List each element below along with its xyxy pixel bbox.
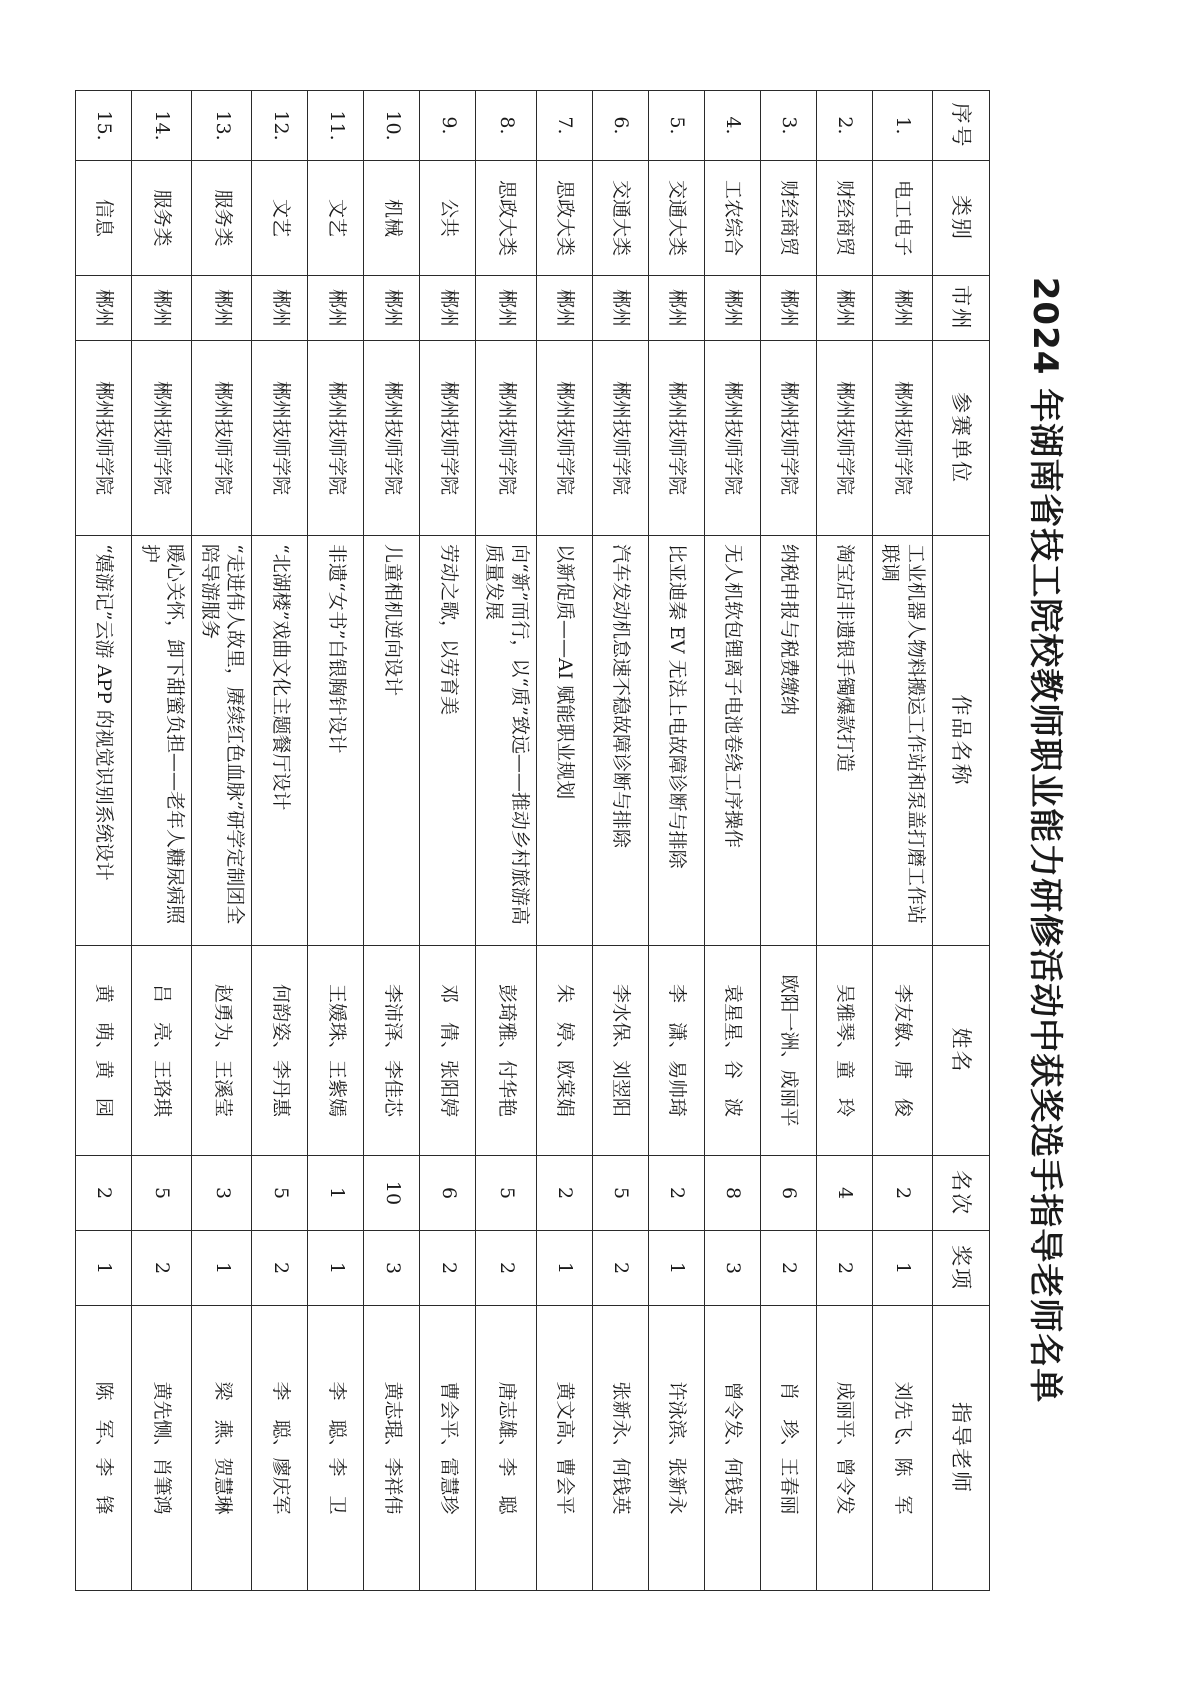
- table-row: [704, 91, 760, 1591]
- cell-work: 向“新”而行，以“质”致远——推动乡村旅游高质量发展: [476, 536, 536, 946]
- cell-award: 2: [252, 1231, 308, 1306]
- cell-rank: 2: [872, 1156, 932, 1231]
- cell-award: 1: [872, 1231, 932, 1306]
- cell-award: 2: [131, 1231, 191, 1306]
- cell-names: 欧阳一洲、成丽平: [760, 946, 816, 1156]
- header-city: 市州: [933, 276, 990, 341]
- cell-award: 1: [192, 1231, 252, 1306]
- cell-category: 交通大类: [648, 161, 704, 276]
- cell-rank: 5: [252, 1156, 308, 1231]
- cell-category: 电工电子: [872, 161, 932, 276]
- table-row: [816, 91, 872, 1591]
- cell-work: 淘宝店非遗银手镯爆款打造: [816, 536, 872, 946]
- table-row: [536, 91, 592, 1591]
- table-row: [252, 91, 308, 1591]
- cell-unit: 郴州技师学院: [536, 341, 592, 536]
- cell-names: 朱 婷、欧棠娟: [536, 946, 592, 1156]
- cell-no: 7.: [536, 91, 592, 161]
- cell-city: 郴州: [704, 276, 760, 341]
- cell-city: 郴州: [872, 276, 932, 341]
- cell-rank: 5: [592, 1156, 648, 1231]
- cell-rank: 6: [760, 1156, 816, 1231]
- cell-no: 9.: [420, 91, 476, 161]
- table-row: [592, 91, 648, 1591]
- header-category: 类别: [933, 161, 990, 276]
- cell-category: 财经商贸: [816, 161, 872, 276]
- cell-no: 10.: [364, 91, 420, 161]
- cell-category: 思政大类: [536, 161, 592, 276]
- cell-award: 3: [364, 1231, 420, 1306]
- cell-category: 文艺: [308, 161, 364, 276]
- cell-unit: 郴州技师学院: [476, 341, 536, 536]
- cell-unit: 郴州技师学院: [648, 341, 704, 536]
- cell-teachers: 陈 军、李 锋: [75, 1306, 131, 1591]
- cell-teachers: 黄志琨、李祥伟: [364, 1306, 420, 1591]
- cell-unit: 郴州技师学院: [192, 341, 252, 536]
- cell-names: 袁星星、谷 波: [704, 946, 760, 1156]
- cell-rank: 4: [816, 1156, 872, 1231]
- cell-unit: 郴州技师学院: [760, 341, 816, 536]
- cell-category: 财经商贸: [760, 161, 816, 276]
- cell-category: 信息: [75, 161, 131, 276]
- cell-no: 11.: [308, 91, 364, 161]
- cell-names: 李友敏、唐 俊: [872, 946, 932, 1156]
- header-unit: 参赛单位: [933, 341, 990, 536]
- cell-no: 3.: [760, 91, 816, 161]
- cell-no: 6.: [592, 91, 648, 161]
- cell-city: 郴州: [131, 276, 191, 341]
- cell-no: 14.: [131, 91, 191, 161]
- cell-city: 郴州: [816, 276, 872, 341]
- cell-names: 李沛泽、李佳芯: [364, 946, 420, 1156]
- cell-work: 比亚迪秦 EV 无法上电故障诊断与排除: [648, 536, 704, 946]
- cell-unit: 郴州技师学院: [704, 341, 760, 536]
- header-teachers: 指导老师: [933, 1306, 990, 1591]
- cell-teachers: 曹会平、雷慧珍: [420, 1306, 476, 1591]
- cell-no: 1.: [872, 91, 932, 161]
- cell-teachers: 刘先飞、陈 军: [872, 1306, 932, 1591]
- cell-work: 暖心关怀，卸下甜蜜负担——老年人糖尿病照护: [131, 536, 191, 946]
- table-row: [648, 91, 704, 1591]
- table-body: [75, 91, 932, 1591]
- cell-names: 何韵姿、李丹惠: [252, 946, 308, 1156]
- cell-no: 4.: [704, 91, 760, 161]
- table-row: [75, 91, 131, 1591]
- award-table: [75, 90, 990, 1591]
- table-row: [420, 91, 476, 1591]
- cell-work: “嬉游记”云游 APP 的视觉识别系统设计: [75, 536, 131, 946]
- cell-no: 13.: [192, 91, 252, 161]
- cell-no: 8.: [476, 91, 536, 161]
- cell-teachers: 成丽平、曾令发: [816, 1306, 872, 1591]
- cell-city: 郴州: [364, 276, 420, 341]
- cell-category: 服务类: [131, 161, 191, 276]
- cell-unit: 郴州技师学院: [364, 341, 420, 536]
- cell-names: 李 潇、易帅琦: [648, 946, 704, 1156]
- table-row: [131, 91, 191, 1591]
- header-work: 作品名称: [933, 536, 990, 946]
- cell-category: 文艺: [252, 161, 308, 276]
- cell-category: 工农综合: [704, 161, 760, 276]
- cell-category: 机械: [364, 161, 420, 276]
- cell-category: 交通大类: [592, 161, 648, 276]
- table-row: [476, 91, 536, 1591]
- header-award: 奖项: [933, 1231, 990, 1306]
- cell-award: 2: [760, 1231, 816, 1306]
- cell-no: 5.: [648, 91, 704, 161]
- cell-teachers: 黄文高、曹会平: [536, 1306, 592, 1591]
- cell-award: 1: [308, 1231, 364, 1306]
- header-names: 姓名: [933, 946, 990, 1156]
- cell-unit: 郴州技师学院: [252, 341, 308, 536]
- cell-teachers: 曾令发、何钱英: [704, 1306, 760, 1591]
- cell-city: 郴州: [252, 276, 308, 341]
- cell-work: 纳税申报与税费缴纳: [760, 536, 816, 946]
- cell-teachers: 肖 珍、王春丽: [760, 1306, 816, 1591]
- cell-work: “北湖楼”戏曲文化主题餐厅设计: [252, 536, 308, 946]
- cell-no: 12.: [252, 91, 308, 161]
- cell-rank: 5: [131, 1156, 191, 1231]
- header-rank: 名次: [933, 1156, 990, 1231]
- cell-work: 工业机器人物料搬运工作站和泵盖打磨工作站联调: [872, 536, 932, 946]
- cell-unit: 郴州技师学院: [131, 341, 191, 536]
- table-row: [760, 91, 816, 1591]
- cell-no: 15.: [75, 91, 131, 161]
- document-title: 2024 年湖南省技工院校教师职业能力研修活动中获奖选手指导老师名单: [1025, 276, 1065, 1404]
- cell-rank: 1: [308, 1156, 364, 1231]
- table-row: [872, 91, 932, 1591]
- cell-work: 儿童相机逆向设计: [364, 536, 420, 946]
- table-row: [364, 91, 420, 1591]
- cell-city: 郴州: [536, 276, 592, 341]
- cell-unit: 郴州技师学院: [75, 341, 131, 536]
- cell-unit: 郴州技师学院: [592, 341, 648, 536]
- table-header-row: [933, 91, 990, 1591]
- cell-award: 3: [704, 1231, 760, 1306]
- cell-teachers: 唐志雄、李 聪: [476, 1306, 536, 1591]
- cell-rank: 2: [536, 1156, 592, 1231]
- cell-award: 1: [75, 1231, 131, 1306]
- cell-names: 王媛珠、王紫嫣: [308, 946, 364, 1156]
- cell-no: 2.: [816, 91, 872, 161]
- cell-rank: 6: [420, 1156, 476, 1231]
- cell-rank: 5: [476, 1156, 536, 1231]
- cell-city: 郴州: [192, 276, 252, 341]
- cell-teachers: 李 聪、廖庆军: [252, 1306, 308, 1591]
- cell-category: 思政大类: [476, 161, 536, 276]
- cell-names: 吴雅琴、童 玲: [816, 946, 872, 1156]
- cell-award: 1: [536, 1231, 592, 1306]
- cell-teachers: 许泳滨、张新永: [648, 1306, 704, 1591]
- cell-award: 2: [816, 1231, 872, 1306]
- cell-names: 黄 萌、黄 园: [75, 946, 131, 1156]
- cell-names: 吕 亮、王珞琪: [131, 946, 191, 1156]
- cell-work: 无人机软包锂离子电池卷绕工序操作: [704, 536, 760, 946]
- cell-city: 郴州: [420, 276, 476, 341]
- cell-rank: 8: [704, 1156, 760, 1231]
- table-row: [192, 91, 252, 1591]
- cell-rank: 10: [364, 1156, 420, 1231]
- cell-work: 劳动之歌，以劳育美: [420, 536, 476, 946]
- cell-unit: 郴州技师学院: [816, 341, 872, 536]
- cell-city: 郴州: [760, 276, 816, 341]
- cell-work: 非遗“女书”白银胸针设计: [308, 536, 364, 946]
- cell-award: 2: [476, 1231, 536, 1306]
- cell-city: 郴州: [592, 276, 648, 341]
- cell-teachers: 张新永、何钱英: [592, 1306, 648, 1591]
- cell-names: 赵勇为、王溪莹: [192, 946, 252, 1156]
- cell-category: 服务类: [192, 161, 252, 276]
- cell-award: 2: [592, 1231, 648, 1306]
- header-no: 序号: [933, 91, 990, 161]
- cell-rank: 2: [75, 1156, 131, 1231]
- cell-award: 2: [420, 1231, 476, 1306]
- cell-teachers: 黄先恻、肖筆鸿: [131, 1306, 191, 1591]
- cell-unit: 郴州技师学院: [420, 341, 476, 536]
- cell-work: “走进伟人故里，赓续红色血脉”研学定制团全陪导游服务: [192, 536, 252, 946]
- cell-rank: 3: [192, 1156, 252, 1231]
- cell-city: 郴州: [476, 276, 536, 341]
- cell-teachers: 梁 燕、贺慧琳: [192, 1306, 252, 1591]
- cell-city: 郴州: [648, 276, 704, 341]
- cell-teachers: 李 聪、李 卫: [308, 1306, 364, 1591]
- cell-names: 邓 倩、张阳婷: [420, 946, 476, 1156]
- cell-rank: 2: [648, 1156, 704, 1231]
- cell-unit: 郴州技师学院: [308, 341, 364, 536]
- cell-city: 郴州: [308, 276, 364, 341]
- cell-award: 1: [648, 1231, 704, 1306]
- cell-names: 彭琦雅、付华艳: [476, 946, 536, 1156]
- cell-work: 汽车发动机怠速不稳故障诊断与排除: [592, 536, 648, 946]
- cell-category: 公共: [420, 161, 476, 276]
- cell-unit: 郴州技师学院: [872, 341, 932, 536]
- cell-work: 以新促质——AI 赋能职业规划: [536, 536, 592, 946]
- rotated-document: [93, 90, 1080, 1590]
- table-row: [308, 91, 364, 1591]
- cell-city: 郴州: [75, 276, 131, 341]
- cell-names: 李水保、刘翌阳: [592, 946, 648, 1156]
